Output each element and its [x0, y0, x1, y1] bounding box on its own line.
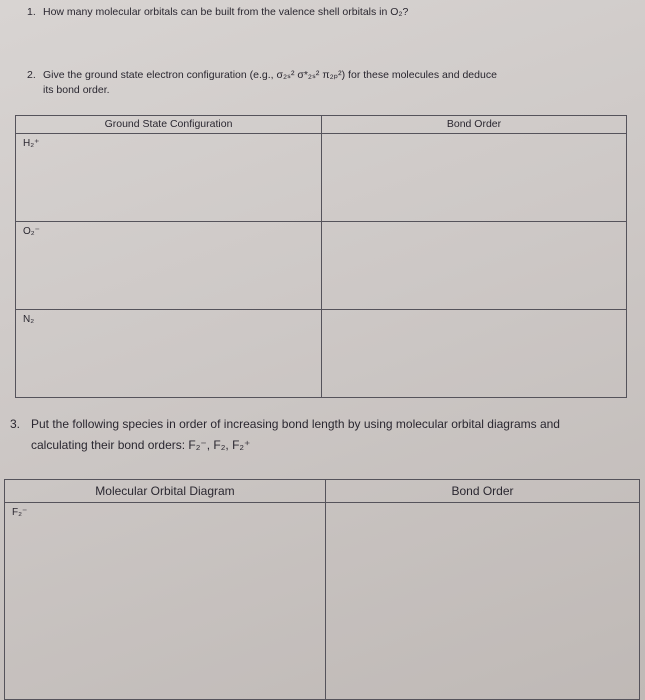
bond-order-cell[interactable]: [322, 222, 627, 310]
orbital-diagram-table: [4, 479, 640, 700]
question-3: [10, 414, 635, 456]
configuration-cell[interactable]: [16, 134, 322, 222]
species-label: F₂⁻: [12, 507, 28, 518]
question-2-line-1: Give the ground state electron configuration (e.g., σ₂ₛ² σ*₂ₛ² π₂ₚ²) for these molecules and deduce: [43, 69, 497, 81]
table-row: [16, 310, 627, 398]
bond-order-cell[interactable]: [322, 310, 627, 398]
configuration-cell[interactable]: [16, 222, 322, 310]
bond-order-cell[interactable]: [326, 503, 640, 700]
header-bond-order: Bond Order: [322, 116, 627, 134]
table-row: [5, 503, 640, 700]
question-2: [27, 68, 627, 98]
question-2-line-2: its bond order.: [43, 84, 110, 96]
question-3-number: 3.: [10, 417, 21, 431]
question-3-line-1: Put the following species in order of increasing bond length by using molecular orbital diagrams and: [31, 417, 560, 431]
species-label: N₂: [23, 314, 35, 325]
species-label: O₂⁻: [23, 226, 40, 237]
header-molecular-orbital-diagram: Molecular Orbital Diagram: [5, 480, 326, 503]
table-row: [16, 134, 627, 222]
configuration-table: [15, 115, 627, 398]
table-row: [16, 222, 627, 310]
header-bond-order: Bond Order: [326, 480, 640, 503]
orbital-diagram-table-header: [5, 480, 640, 503]
question-3-line-2: calculating their bond orders: F₂⁻, F₂, F₂⁺: [31, 438, 251, 452]
question-1: [27, 5, 408, 20]
diagram-cell[interactable]: [5, 503, 326, 700]
header-ground-state-configuration: Ground State Configuration: [16, 116, 322, 134]
question-1-text: How many molecular orbitals can be built from the valence shell orbitals in O₂?: [43, 6, 409, 18]
question-2-number: 2.: [27, 69, 36, 81]
species-label: H₂⁺: [23, 138, 40, 149]
bond-order-cell[interactable]: [322, 134, 627, 222]
question-1-number: 1.: [27, 6, 36, 18]
configuration-table-header: [16, 116, 627, 134]
configuration-cell[interactable]: [16, 310, 322, 398]
